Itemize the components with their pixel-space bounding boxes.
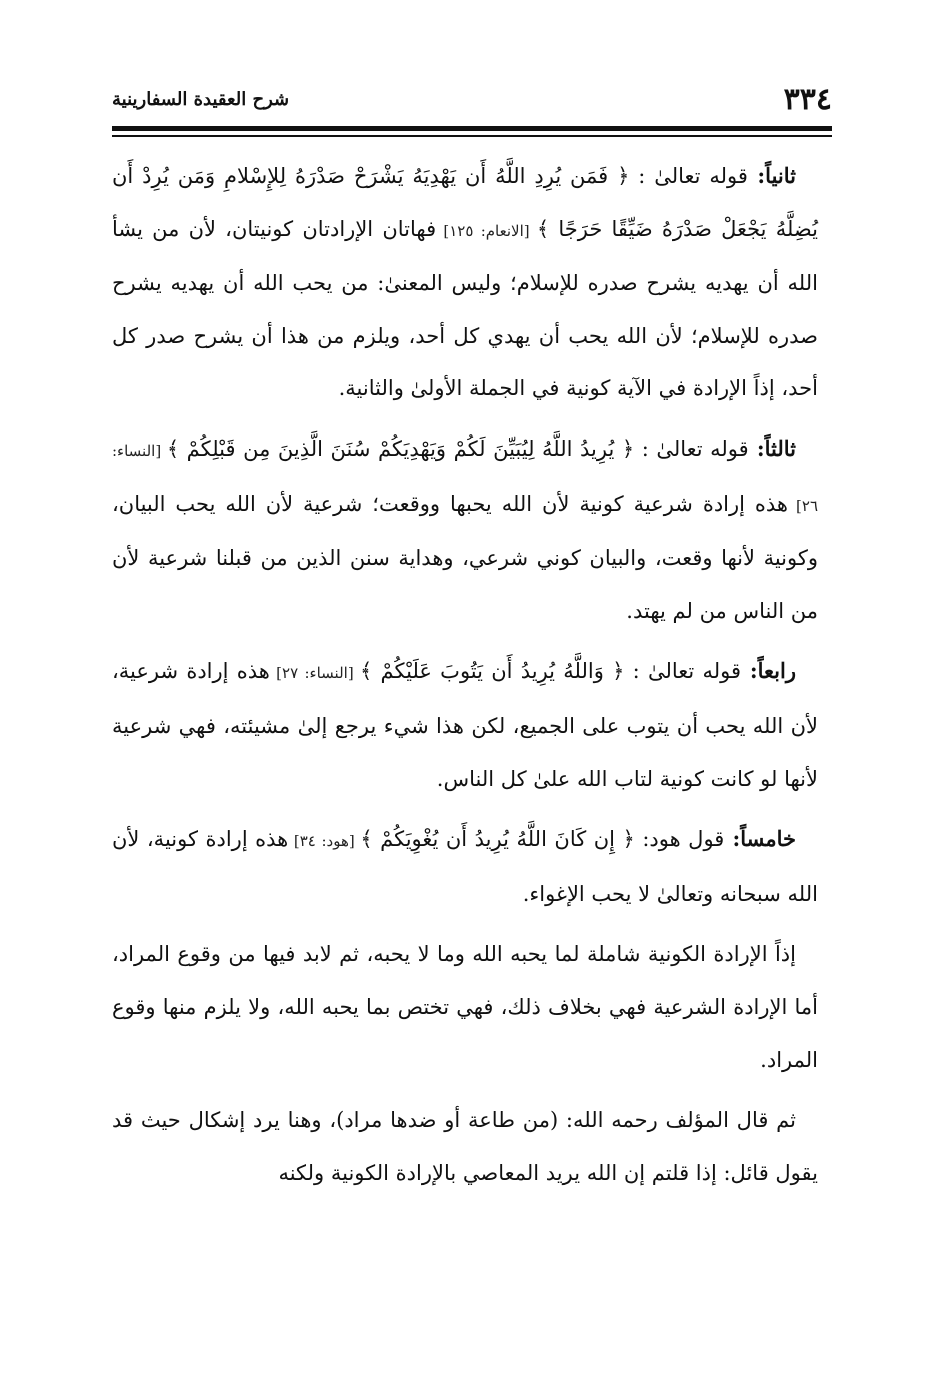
header-rule-thin [112, 135, 832, 137]
quran-verse: ﴿ إِن كَانَ اللَّهُ يُرِيدُ أَن يُغْوِيَكُمْ ﴾ [360, 827, 635, 852]
paragraph-lead: خامساً: [724, 826, 796, 852]
verse-reference: [النساء: ٢٧] [269, 664, 360, 683]
paragraph-text: قوله تعالىٰ : [629, 164, 748, 188]
verse-reference: [النساء: ٢٦] [112, 441, 819, 515]
verse-reference: [هود: ٣٤] [288, 832, 361, 851]
paragraph-lead: ثانياً: [747, 163, 796, 188]
paragraph-text: قول هود: [634, 827, 725, 852]
paragraph-text: هذه إرادة كونية، لأن الله سبحانه وتعالىٰ لا يحب الإغواء. [112, 827, 818, 906]
paragraph [112, 1094, 818, 1199]
paragraph-text: فهاتان الإرادتان كونيتان، لأن من يشأ الله أن يهديه يشرح صدره للإسلام؛ وليس المعنىٰ: من يحب الله أن يهديه يشرح صدره للإسلام؛ لأن الله يحب أن يهدي كل أحد، ويلزم من هذا أن يشرح صدر كل أحد، إذاً الإرادة في الآية كونية في الجملة الأولىٰ والثانية. [112, 216, 818, 401]
running-header [112, 82, 832, 118]
paragraph [112, 150, 818, 415]
quran-verse: ﴿ وَاللَّهُ يُرِيدُ أَن يَتُوبَ عَلَيْكُمْ ﴾ [360, 659, 625, 684]
paragraph [112, 813, 818, 920]
book-title: شرح العقيدة السفارينية [112, 89, 290, 110]
page-number: ٣٣٤ [783, 82, 832, 117]
paragraph-text: قوله تعالىٰ : [624, 659, 742, 684]
paragraph [112, 645, 818, 805]
paragraph-text: هذه إرادة شرعية، لأن الله يحب أن يتوب على الجميع، لكن هذا شيء يرجع إلىٰ مشيئته، فهي شرعية لأنها لو كانت كونية لتاب الله علىٰ كل الناس. [112, 659, 818, 791]
paragraph [112, 423, 818, 637]
paragraph-text: قوله تعالىٰ : [634, 436, 749, 461]
paragraph-text: إذاً الإرادة الكونية شاملة لما يحبه الله وما لا يحبه، ثم لابد فيها من وقوع المراد، أما الإرادة الشرعية فهي بخلاف ذلك، فهي تختص بما يحبه الله، ولا يلزم منها وقوع المراد. [112, 942, 818, 1072]
quran-verse: ﴿ فَمَن يُرِدِ اللَّهُ أَن يَهْدِيَهُ يَشْرَحْ صَدْرَهُ لِلإِسْلامِ وَمَن يُرِدْ أَن يُضِلَّهُ يَجْعَلْ صَدْرَهُ ضَيِّقًا حَرَجًا ﴾ [112, 164, 818, 241]
paragraph [112, 928, 818, 1086]
paragraph-text: هذه إرادة شرعية كونية لأن الله يحبها ووقعت؛ شرعية لأن الله يحب البيان، وكونية لأنها وقعت، والبيان كوني شرعي، وهداية سنن الذين من قبلنا شرعية لأن من الناس من لم يهتد. [112, 491, 818, 623]
verse-reference: [الانعام: ١٢٥] [436, 221, 537, 240]
paragraph-text: ثم قال المؤلف رحمه الله: (من طاعة أو ضدها مراد)، وهنا يرد إشكال حيث قد يقول قائل: إذا قلتم إن الله يريد المعاصي بالإرادة الكونية ولكنه [112, 1108, 818, 1185]
header-rule-thick [112, 126, 832, 131]
quran-verse: ﴿ يُرِيدُ اللَّهُ لِيُبَيِّنَ لَكُمْ وَيَهْدِيَكُمْ سُنَنَ الَّذِينَ مِن قَبْلِكُمْ ﴾ [166, 436, 635, 461]
paragraph-lead: رابعاً: [741, 658, 796, 684]
page-body [112, 150, 818, 1207]
paragraph-lead: ثالثاً: [748, 435, 796, 461]
